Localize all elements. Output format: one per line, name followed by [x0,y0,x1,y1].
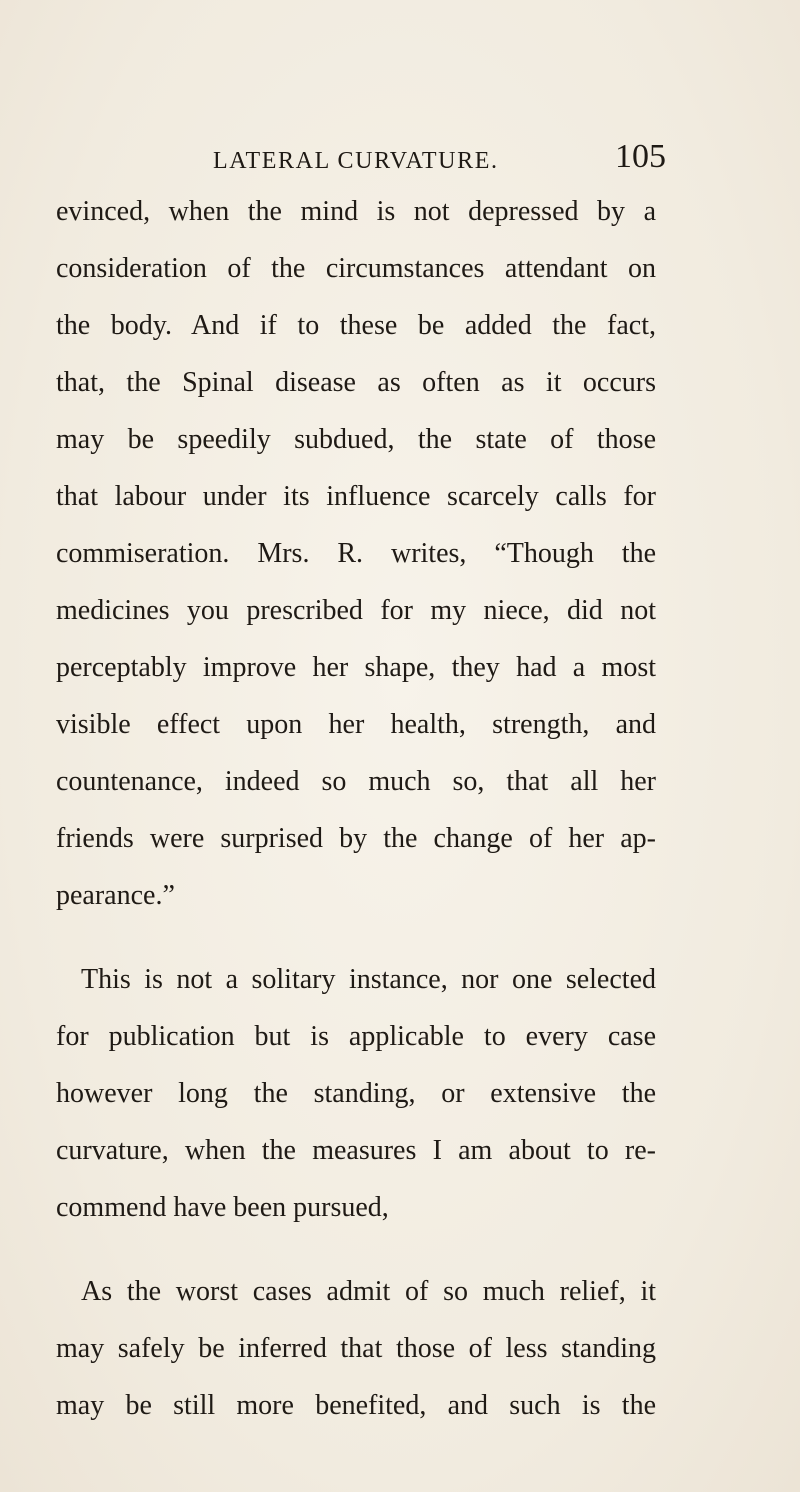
text-line: This is not a solitary instance, nor one selected [81,964,656,995]
text-line: medicines you prescribed for my niece, did not [56,595,656,626]
text-line: however long the standing, or extensive the [56,1078,656,1109]
text-line: friends were surprised by the change of her ap- [56,823,656,854]
text-line: countenance, indeed so much so, that all her [56,766,656,797]
text-line: may safely be inferred that those of less standing [56,1333,656,1364]
text-line: perceptably improve her shape, they had a most [56,652,656,683]
text-line: may be still more benefited, and such is the [56,1390,656,1421]
text-line: evinced, when the mind is not depressed by a [56,196,656,227]
text-line: that labour under its influence scarcely calls for [56,481,656,512]
text-line: that, the Spinal disease as often as it occurs [56,367,656,398]
running-title: LATERAL CURVATURE. [213,148,499,174]
page-number: 105 [615,138,666,175]
text-line: for publication but is applicable to every case [56,1021,656,1052]
text-line: the body. And if to these be added the fact, [56,310,656,341]
text-line: may be speedily subdued, the state of those [56,424,656,455]
text-line: commiseration. Mrs. R. writes, “Though the [56,538,656,569]
text-line: commend have been pursued, [56,1192,389,1223]
text-line: curvature, when the measures I am about to re- [56,1135,656,1166]
text-line: consideration of the circumstances attendant on [56,253,656,284]
text-line: As the worst cases admit of so much relief, it [81,1276,656,1307]
page-header [213,138,733,182]
text-line: visible effect upon her health, strength, and [56,709,656,740]
text-line: pearance.” [56,880,175,911]
